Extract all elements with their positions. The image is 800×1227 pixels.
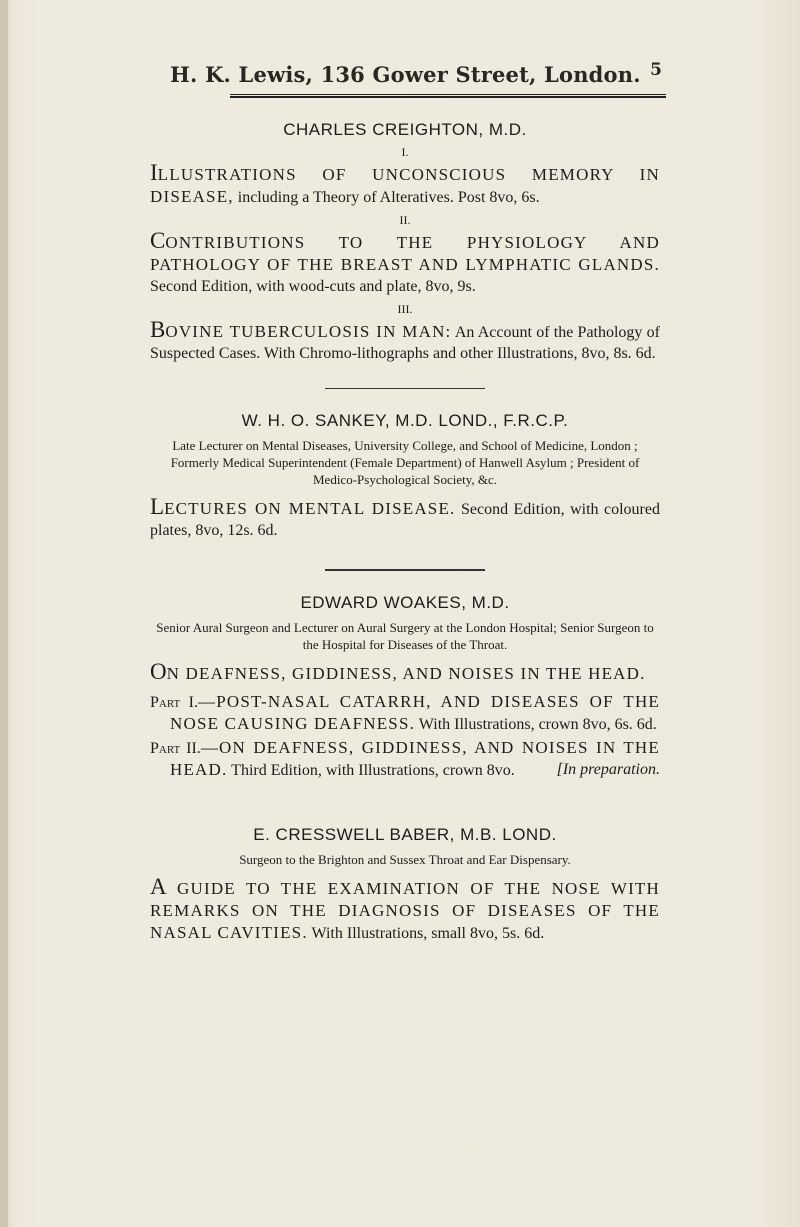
book-title: GUIDE TO THE EXAMINATION OF THE NOSE WITH REMARKS ON THE DIAGNOSIS OF DISEASES OF THE NASAL CAVITIES. [150, 879, 660, 942]
publisher-header: H. K. Lewis, 136 Gower Street, London. [170, 62, 641, 87]
drop-cap: O [150, 659, 167, 684]
entry-number: II. [399, 213, 411, 227]
drop-cap: L [150, 494, 165, 519]
author-credentials: Senior Aural Surgeon and Lecturer on Aural Surgery at the London Hospital; Senior Surgeon to the Hospital for Diseases of the Throat. [156, 620, 654, 652]
entry-number: III. [397, 302, 413, 316]
content-column [150, 58, 660, 944]
drop-cap: I [150, 160, 158, 185]
author-heading: CHARLES CREIGHTON, M.D. [283, 120, 527, 139]
book-details: including a Theory of Alteratives. Post 8vo, 6s. [233, 189, 540, 206]
part-details: With Illustrations, crown 8vo, 6s. 6d. [415, 716, 657, 733]
section-divider [325, 388, 485, 389]
book-details: Second Edition, with coloured plates, 8vo, 12s. 6d. [150, 501, 660, 539]
book-entry [150, 319, 660, 364]
book-entry [150, 661, 660, 685]
book-title: ECTURES ON MENTAL DISEASE. [164, 499, 456, 518]
book-details: An Account of the Pathology of Suspected Cases. With Chromo-lithographs and other Illustrations, 8vo, 8s. 6d. [150, 324, 660, 362]
author-credentials: Surgeon to the Brighton and Sussex Throat and Ear Dispensary. [239, 852, 571, 867]
page-gutter [0, 0, 8, 1227]
header-rule [230, 94, 666, 95]
running-head [150, 58, 660, 94]
entry-number: I. [401, 145, 409, 159]
drop-cap: B [150, 317, 166, 342]
page-number: 5 [650, 60, 662, 80]
book-title: LLUSTRATIONS OF UNCONSCIOUS MEMORY IN DISEASE, [150, 165, 660, 206]
book-title: OVINE TUBERCULOSIS IN MAN: [165, 322, 452, 341]
author-heading: E. CRESSWELL BABER, M.B. LOND. [253, 825, 557, 844]
part-title: —POST-NASAL CATARRH, AND DISEASES OF THE NOSE CAUSING DEAFNESS. [170, 692, 661, 733]
preparation-note: [In preparation. [556, 761, 660, 778]
book-part [150, 691, 660, 735]
book-part [150, 737, 660, 781]
book-details: Second Edition, with wood-cuts and plate, 8vo, 9s. [150, 278, 476, 295]
drop-cap: C [150, 228, 166, 253]
book-entry [150, 230, 660, 297]
part-label: Part I. [150, 694, 198, 711]
book-entry [150, 876, 660, 944]
section-divider [325, 569, 485, 571]
part-label: Part II. [150, 740, 201, 757]
drop-cap: A [150, 874, 167, 899]
book-entry [150, 496, 660, 541]
book-title: N DEAFNESS, GIDDINESS, AND NOISES IN THE HEAD. [166, 664, 646, 683]
header-rule-thick [230, 96, 666, 98]
part-title: —ON DEAFNESS, GIDDINESS, AND NOISES IN THE HEAD. [170, 738, 660, 779]
book-entry [150, 162, 660, 208]
book-title: ONTRIBUTIONS TO THE PHYSIOLOGY AND PATHOLOGY OF THE BREAST AND LYMPHATIC GLANDS. [150, 233, 660, 274]
author-heading: W. H. O. SANKEY, M.D. LOND., F.R.C.P. [241, 411, 569, 430]
author-heading: EDWARD WOAKES, M.D. [300, 593, 510, 612]
author-credentials: Late Lecturer on Mental Diseases, University College, and School of Medicine, London ; Formerly Medical Superintendent (Female Department) of Hanwell Asylum ; President of Medico-Psychological Society, &c. [170, 438, 640, 487]
part-details: Third Edition, with Illustrations, crown 8vo. [227, 762, 515, 779]
book-details: With Illustrations, small 8vo, 5s. 6d. [307, 925, 545, 942]
